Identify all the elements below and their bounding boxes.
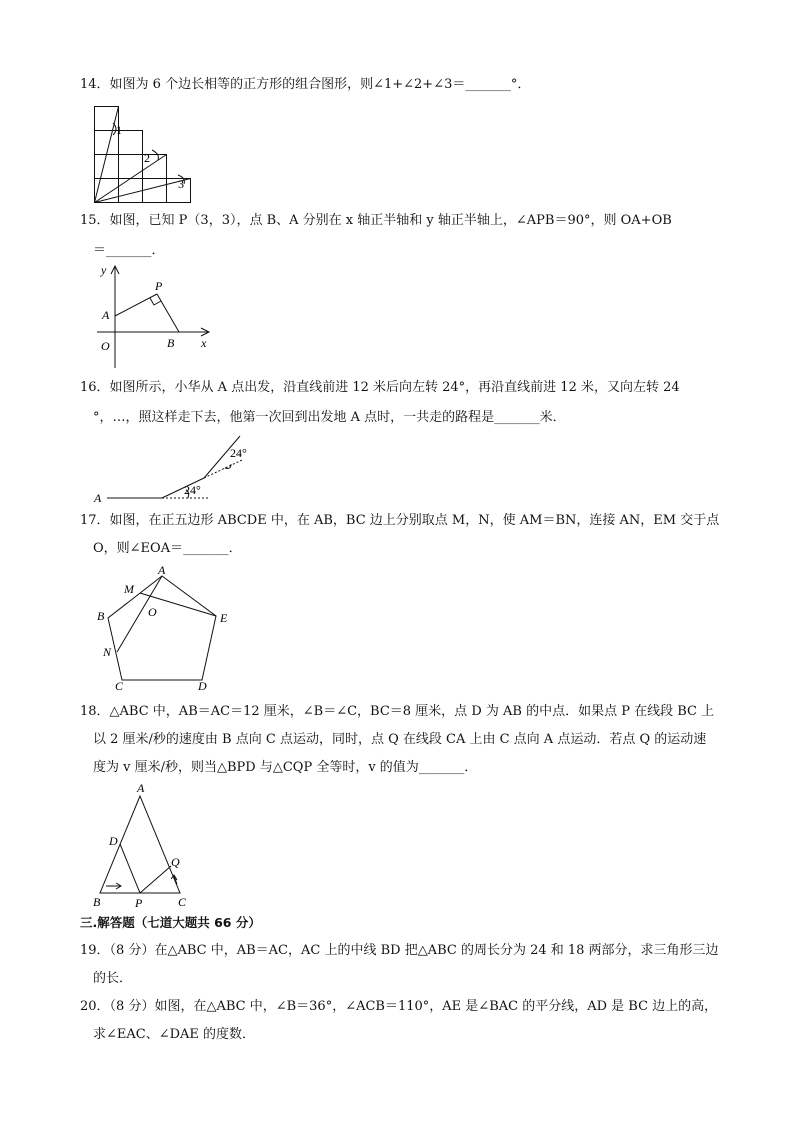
q17-text-2: O，则∠EOA＝_______．	[93, 541, 242, 556]
q15-label-P: P	[155, 279, 163, 293]
q15-label-x: x	[201, 336, 207, 350]
q18-text-1: 18．△ABC 中，AB＝AC＝12 厘米，∠B＝∠C，BC＝8 厘米，点 D 为 AB 的中点．如果点 P 在线段 BC 上	[80, 704, 715, 719]
q19-text-2: 的长．	[93, 971, 133, 986]
q18-label-P: P	[135, 896, 143, 910]
q17-label-A: A	[158, 563, 166, 577]
q20-text-2: 求∠EAC、∠DAE 的度数．	[93, 1027, 256, 1042]
q19-text-1: 19．（8 分）在△ABC 中，AB＝AC，AC 上的中线 BD 把△ABC 的周长分为 24 和 18 两部分，求三角形三边	[80, 943, 719, 958]
q17-label-D: D	[198, 679, 207, 693]
q17-label-C: C	[115, 679, 124, 693]
q17-label-B: B	[97, 609, 105, 623]
q16-text-2: °，…，照这样走下去，他第一次回到出发地 A 点时，一共走的路程是_______米．	[93, 410, 566, 425]
q18-figure	[88, 780, 198, 910]
q17-label-N: N	[103, 645, 112, 659]
q18-label-A: A	[137, 781, 145, 795]
q18-label-Q: Q	[171, 855, 180, 869]
q15-label-y: y	[101, 263, 107, 277]
q18-label-D: D	[109, 834, 118, 848]
q17-figure	[90, 560, 238, 696]
q14-text: 14．如图为 6 个边长相等的正方形的组合图形，则∠1+∠2+∠3＝_______°．	[80, 77, 531, 92]
q20-text-1: 20．（8 分）如图，在△ABC 中，∠B＝36°，∠ACB＝110°，AE 是∠BAC 的平分线，AD 是 BC 边上的高，	[80, 999, 718, 1014]
q14-label-1: 1	[116, 123, 122, 137]
q18-label-B: B	[93, 895, 101, 909]
q15-label-A: A	[102, 308, 110, 322]
q16-figure	[92, 432, 267, 504]
q16-angle-1: 24°	[184, 483, 201, 497]
q16-label-A: A	[94, 491, 102, 505]
q18-text-2: 以 2 厘米/秒的速度由 B 点向 C 点运动，同时，点 Q 在线段 CA 上由 C 点向 A 点运动．若点 Q 的运动速	[93, 732, 707, 747]
q17-label-O: O	[148, 605, 157, 619]
q14-figure	[92, 104, 197, 206]
section-3-heading: 三.解答题（七道大题共 66 分）	[80, 915, 261, 930]
q15-text-2: ＝_______．	[93, 243, 165, 258]
q14-label-2: 2	[144, 151, 150, 165]
q15-figure	[95, 262, 220, 370]
q15-label-O: O	[101, 339, 110, 353]
q17-text-1: 17．如图，在正五边形 ABCDE 中，在 AB，BC 边上分别取点 M，N，使 AM＝BN，连接 AN，EM 交于点	[80, 513, 720, 528]
q18-label-C: C	[178, 895, 187, 909]
q16-angle-2: 24°	[230, 446, 247, 460]
q17-label-E: E	[220, 611, 228, 625]
q16-text-1: 16．如图所示，小华从 A 点出发，沿直线前进 12 米后向左转 24°，再沿直线前进 12 米，又向左转 24	[80, 380, 680, 395]
q15-label-B: B	[167, 336, 175, 350]
q18-text-3: 度为 v 厘米/秒，则当△BPD 与△CQP 全等时，v 的值为_______．	[93, 760, 478, 775]
q17-label-M: M	[124, 582, 134, 596]
q15-text-1: 15．如图，已知 P（3，3），点 B、A 分别在 x 轴正半轴和 y 轴正半轴上，∠APB＝90°，则 OA+OB	[80, 213, 672, 228]
q14-label-3: 3	[178, 177, 184, 191]
